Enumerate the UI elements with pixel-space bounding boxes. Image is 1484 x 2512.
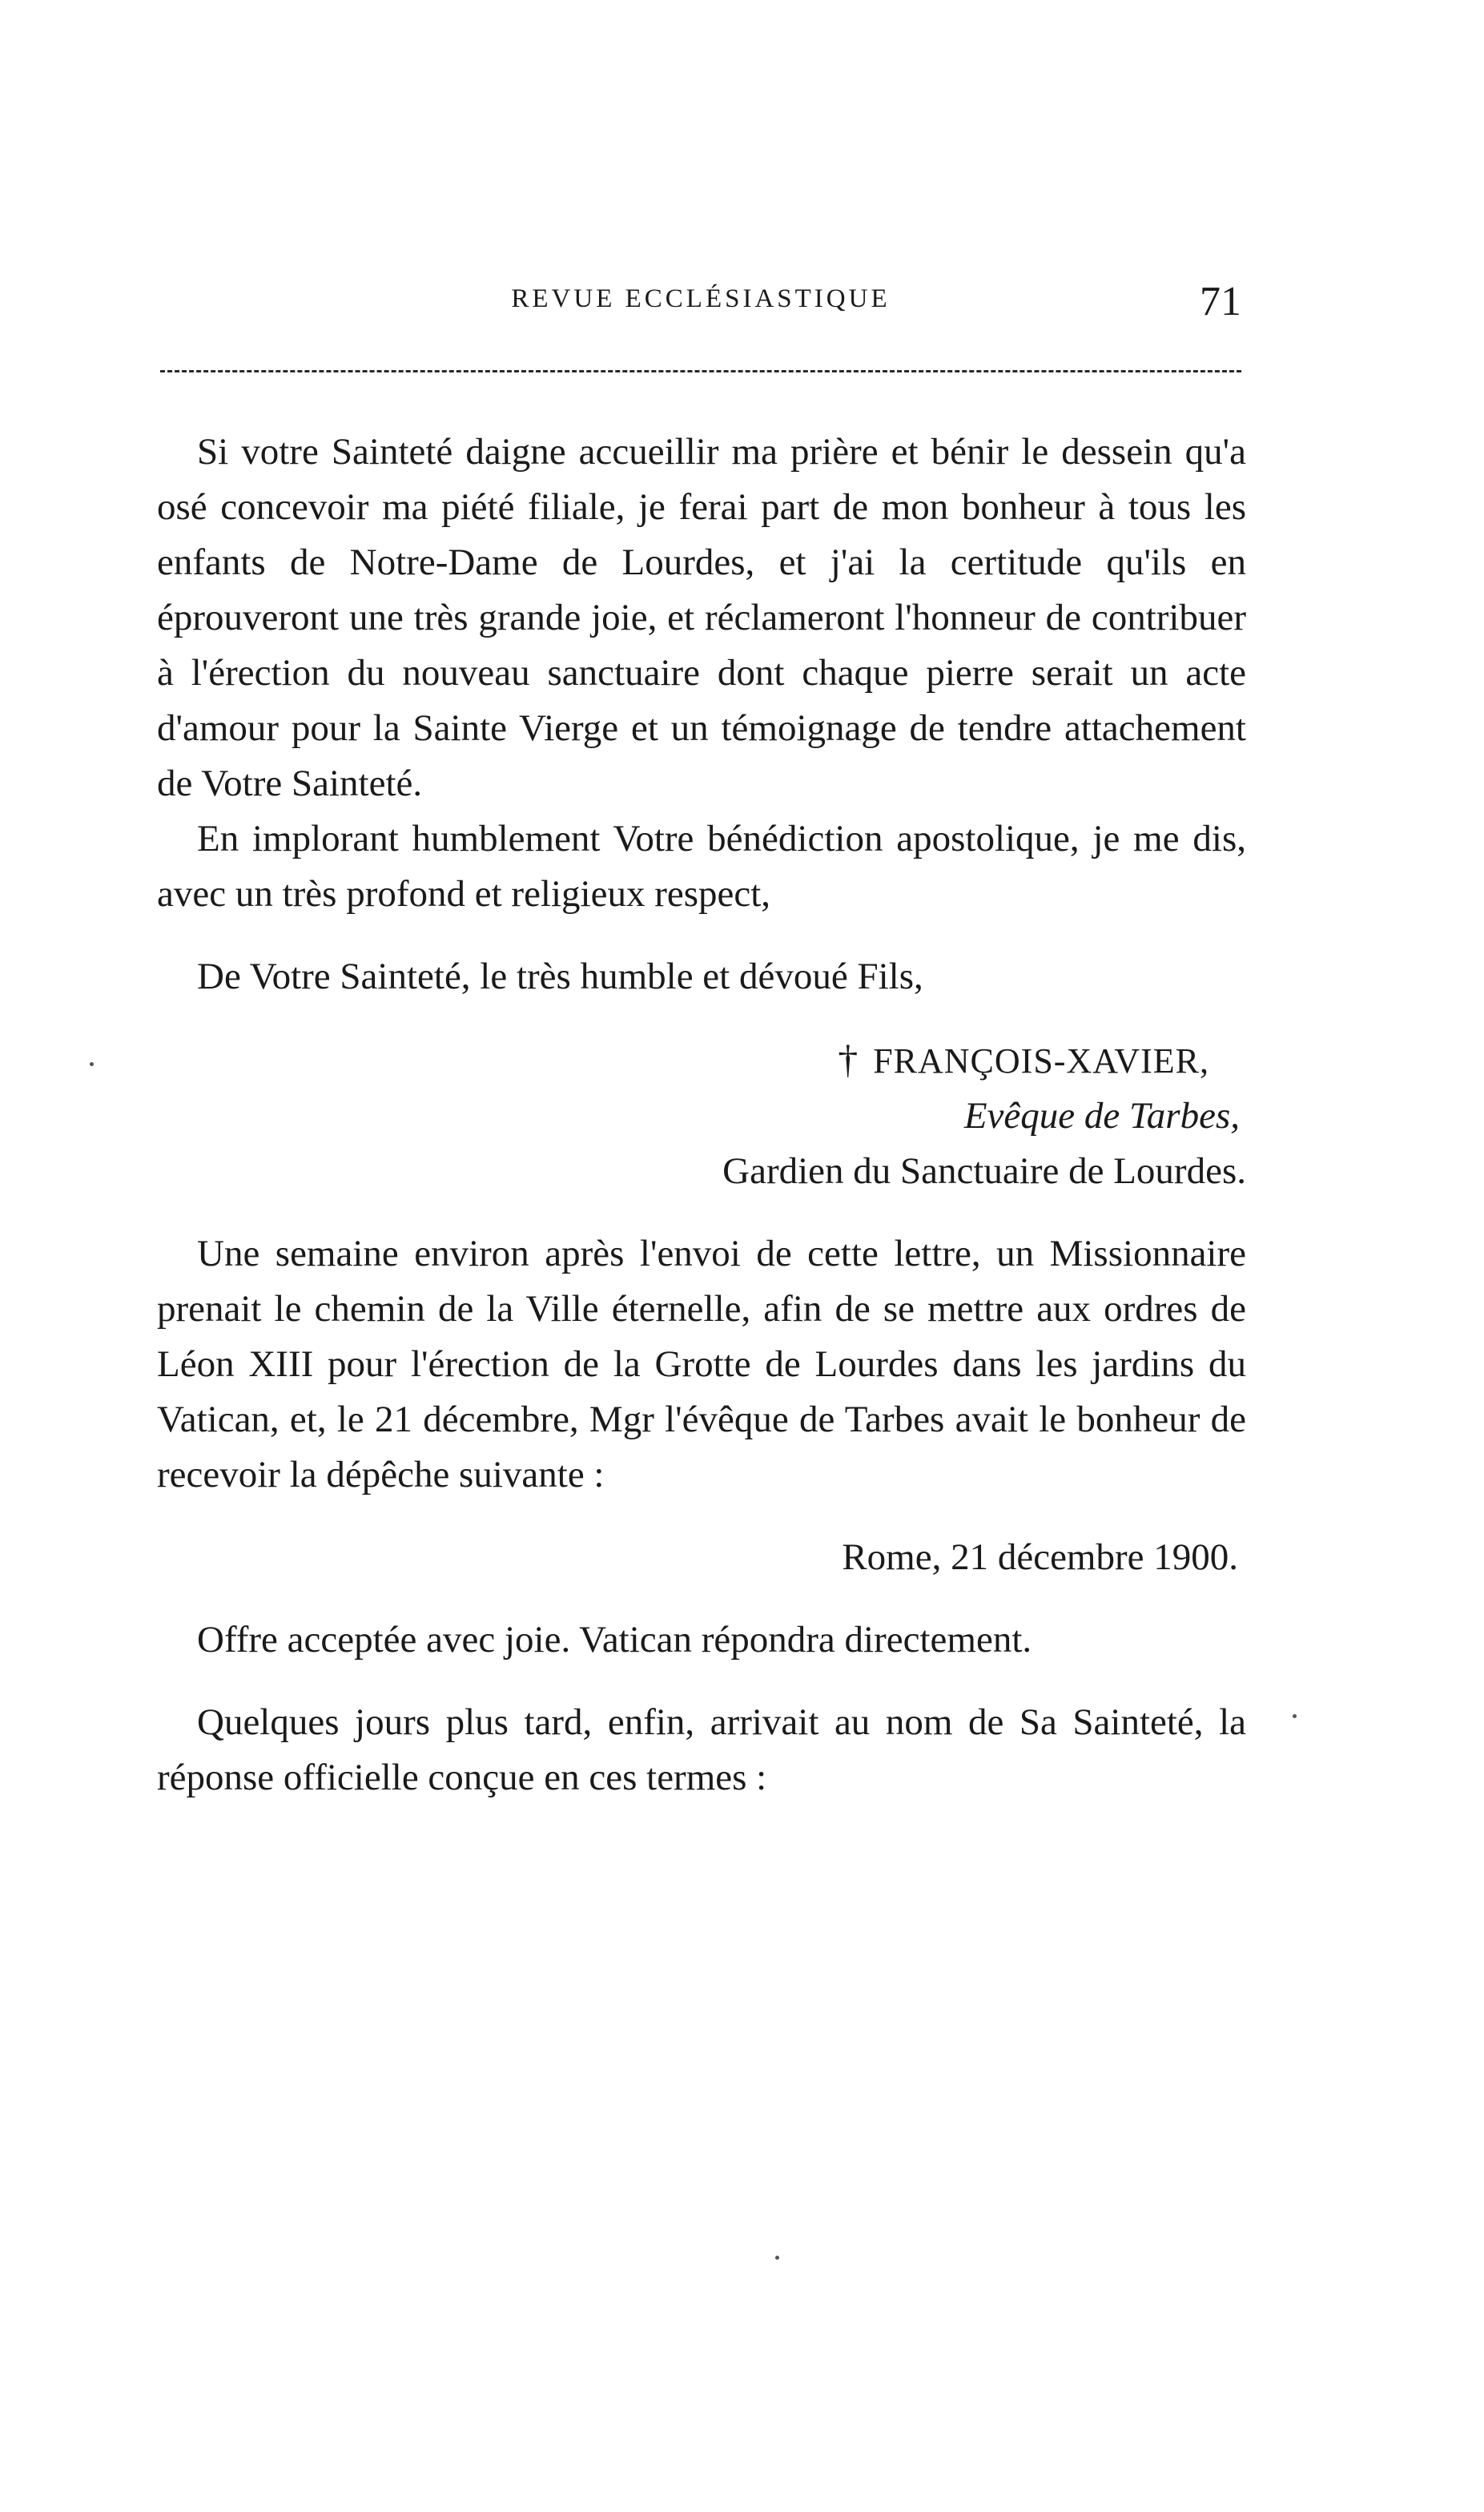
ink-speck [90, 1062, 94, 1066]
page-number: 71 [1200, 279, 1241, 324]
signature-name-line [157, 1032, 1246, 1089]
running-title: REVUE ECCLÉSIASTIQUE [511, 284, 891, 313]
paragraph-6: Quelques jours plus tard, enfin, arrivait au nom de Sa Sainteté, la réponse officielle conçue en ces termes : [157, 1701, 1246, 1798]
paragraph-4: Une semaine environ après l'envoi de cette lettre, un Missionnaire prenait le chemin de la Ville éternelle, afin de se mettre aux ordres de Léon XIII pour l'érection de la Grotte de Lourdes dans les jardins du Vatican, et, le 21 décembre, Mgr l'évêque de Tarbes avait le bonheur de recevoir la dépêche suivante : [157, 1233, 1246, 1496]
spacer [157, 1004, 1246, 1032]
signature-name: FRANÇOIS-XAVIER, [873, 1041, 1209, 1081]
dateline: Rome, 21 décembre 1900. [842, 1536, 1238, 1578]
ink-speck [775, 2256, 779, 2260]
signature-title: Evêque de Tarbes, [963, 1095, 1240, 1137]
paragraph-2: En implorant humblement Votre bénédiction apostolique, je me dis, avec un très profond et religieux respect, [157, 818, 1246, 915]
ink-speck [1293, 1714, 1297, 1718]
header-rule [160, 370, 1241, 372]
spacer [157, 1585, 1246, 1612]
signature-role: Gardien du Sanctuaire de Lourdes. [722, 1150, 1246, 1192]
spacer [157, 1503, 1246, 1530]
spacer [157, 1668, 1246, 1695]
paragraph-1: Si votre Sainteté daigne accueillir ma prière et bénir le dessein qu'a osé concevoir ma piété filiale, je ferai part de mon bonheur à tous les enfants de Notre-Dame de Lourdes, et j'ai la certitude qu'ils en éprouveront une très grande joie, et réclameront l'honneur de contribuer à l'érection du nouveau sanctuaire dont chaque pierre serait un acte d'amour pour la Sainte Vierge et un témoignage de tendre attachement de Votre Sainteté. [157, 431, 1246, 804]
paragraph-5: Offre acceptée avec joie. Vatican répondra directement. [197, 1619, 1032, 1661]
page-header [160, 279, 1241, 332]
body-text [157, 425, 1246, 1805]
spacer [157, 1199, 1246, 1226]
cross-icon: † [838, 1037, 859, 1081]
spacer [157, 922, 1246, 949]
paragraph-3: De Votre Sainteté, le très humble et dévoué Fils, [197, 956, 923, 997]
